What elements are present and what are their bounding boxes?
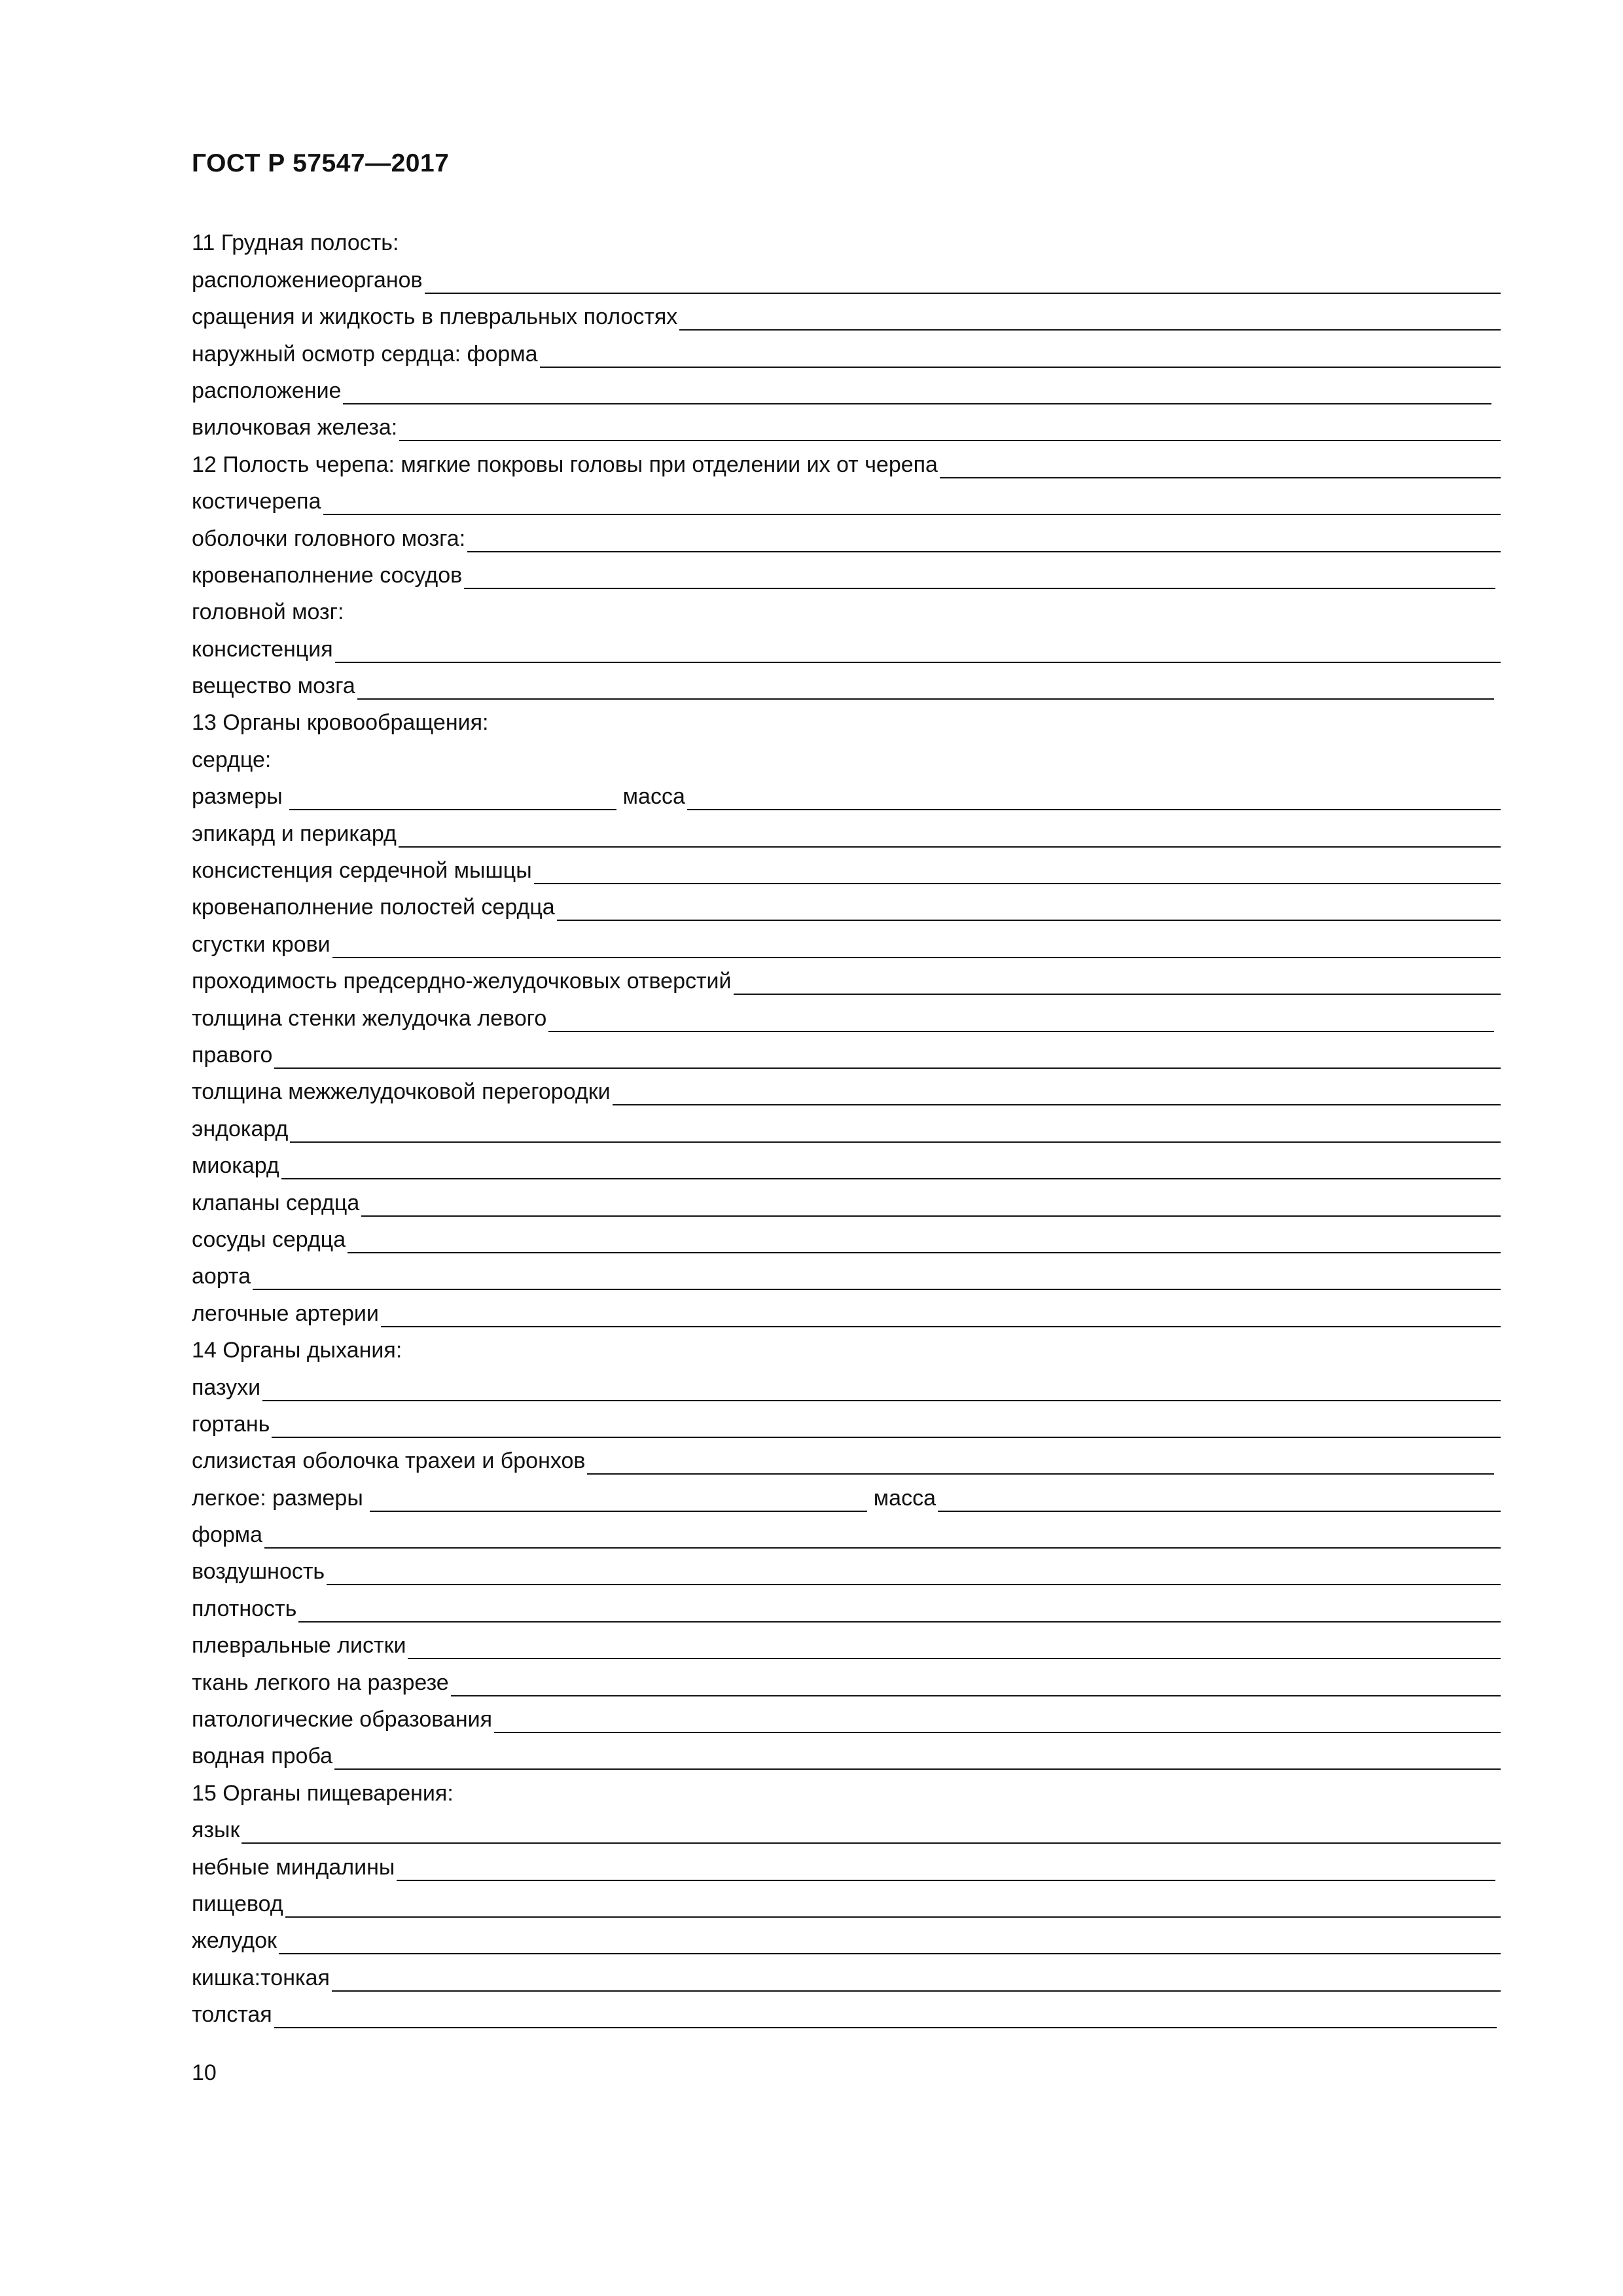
form-row: [192, 850, 1501, 887]
field-label: гортань: [192, 1411, 270, 1437]
field-label: патологические образования: [192, 1707, 492, 1732]
field-label: расположение: [192, 378, 342, 403]
field-label: размеры: [192, 784, 283, 810]
blank-entry-line[interactable]: [279, 1953, 1501, 1954]
blank-entry-line[interactable]: [253, 1289, 1501, 1290]
blank-entry-line[interactable]: [557, 920, 1501, 921]
blank-entry-line[interactable]: [399, 846, 1501, 848]
field-label: форма: [192, 1522, 263, 1548]
blank-entry-line[interactable]: [408, 1658, 1501, 1659]
field-label: легкое: размеры: [192, 1485, 363, 1511]
blank-entry-line[interactable]: [397, 1880, 1495, 1881]
form-row: [192, 1662, 1501, 1698]
form-row: [192, 1699, 1501, 1736]
blank-entry-line[interactable]: [399, 440, 1501, 441]
form-row: [192, 1884, 1501, 1920]
form-row: [192, 1441, 1501, 1477]
form-row: [192, 296, 1501, 333]
form-row: [192, 333, 1501, 370]
section-title: сердце:: [192, 747, 272, 772]
form-row: [192, 1810, 1501, 1846]
form-row: [192, 1736, 1501, 1772]
field-label: легочные артерии: [192, 1300, 379, 1326]
field-label: вещество мозга: [192, 673, 355, 699]
form-row: [192, 1625, 1501, 1662]
field-label: костичерепа: [192, 489, 321, 514]
field-label: проходимость предсердно-желудочковых отверстий: [192, 969, 732, 994]
form-row: [192, 887, 1501, 924]
field-label: консистенция сердечной мышцы: [192, 858, 532, 884]
form-row: [192, 1551, 1501, 1588]
blank-entry-line[interactable]: [679, 329, 1501, 331]
form-row: [192, 1846, 1501, 1883]
form-row: [192, 1035, 1501, 1071]
blank-entry-line[interactable]: [289, 809, 616, 810]
form-row: [192, 1515, 1501, 1551]
section-title: 11 Грудная полость:: [192, 230, 399, 256]
blank-entry-line[interactable]: [370, 1511, 867, 1512]
section-heading: [192, 1330, 1501, 1367]
blank-entry-line[interactable]: [285, 1916, 1501, 1918]
field-label: кровенаполнение полостей сердца: [192, 895, 555, 920]
form-row: [192, 1588, 1501, 1624]
blank-entry-line[interactable]: [274, 1067, 1501, 1069]
field-label: кишка:тонкая: [192, 1965, 330, 1990]
section-heading: [192, 592, 1501, 628]
field-label: кровенаполнение сосудов: [192, 562, 463, 588]
blank-entry-line[interactable]: [938, 1511, 1501, 1512]
blank-entry-line[interactable]: [343, 403, 1491, 404]
form-row: [192, 1219, 1501, 1256]
blank-entry-line[interactable]: [290, 1141, 1501, 1143]
form-row: [192, 628, 1501, 665]
field-label: пищевод: [192, 1891, 283, 1916]
blank-entry-line[interactable]: [274, 2027, 1497, 2028]
form-row: [192, 1145, 1501, 1182]
section-heading: [192, 739, 1501, 776]
blank-entry-line[interactable]: [264, 1547, 1501, 1549]
form-row: [192, 518, 1501, 554]
field-label: правого: [192, 1042, 273, 1067]
form-row: [192, 666, 1501, 702]
form-row: [192, 444, 1501, 480]
form-row: [192, 1108, 1501, 1145]
document-header: ГОСТ Р 57547—2017: [192, 149, 450, 177]
form-row: [192, 1256, 1501, 1293]
section-title: 14 Органы дыхания:: [192, 1338, 402, 1363]
form-row: [192, 555, 1501, 592]
blank-entry-line[interactable]: [334, 1768, 1501, 1770]
blank-entry-line[interactable]: [348, 1252, 1501, 1253]
field-label: воздушность: [192, 1559, 325, 1585]
field-label: желудок: [192, 1928, 277, 1954]
blank-entry-line[interactable]: [281, 1178, 1501, 1179]
field-label: плевральные листки: [192, 1633, 406, 1659]
blank-entry-line[interactable]: [425, 293, 1501, 294]
page-number: 10: [192, 2060, 217, 2085]
blank-entry-line[interactable]: [361, 1215, 1501, 1217]
field-label: эпикард и перикард: [192, 821, 397, 846]
field-label: сгустки крови: [192, 931, 330, 957]
section-title: 13 Органы кровообращения:: [192, 710, 489, 736]
section-heading: [192, 223, 1501, 259]
field-label: аорта: [192, 1264, 251, 1289]
field-label-secondary: масса: [622, 784, 685, 810]
blank-entry-line[interactable]: [587, 1473, 1494, 1475]
form-row: [192, 1920, 1501, 1957]
blank-entry-line[interactable]: [548, 1031, 1494, 1032]
blank-entry-line[interactable]: [464, 588, 1495, 589]
section-title: 15 Органы пищеварения:: [192, 1780, 454, 1806]
blank-entry-line[interactable]: [734, 994, 1501, 995]
field-label: толщина стенки желудочка левого: [192, 1005, 547, 1031]
field-label: наружный осмотр сердца: форма: [192, 341, 538, 367]
field-label: эндокард: [192, 1116, 289, 1141]
blank-entry-line[interactable]: [298, 1621, 1501, 1623]
blank-entry-line[interactable]: [332, 1990, 1501, 1992]
form-row: [192, 481, 1501, 518]
form-row: [192, 1367, 1501, 1403]
section-title: головной мозг:: [192, 600, 344, 625]
field-label: сращения и жидкость в плевральных полостях: [192, 304, 678, 330]
form-row: [192, 997, 1501, 1034]
field-label: толстая: [192, 2002, 272, 2028]
field-label: водная проба: [192, 1744, 333, 1769]
blank-entry-line[interactable]: [357, 698, 1494, 700]
form-row: [192, 370, 1501, 407]
field-label: ткань легкого на разрезе: [192, 1670, 449, 1695]
blank-entry-line[interactable]: [613, 1104, 1501, 1105]
blank-entry-line[interactable]: [272, 1437, 1501, 1438]
field-label: небные миндалины: [192, 1854, 395, 1880]
form-row: [192, 924, 1501, 960]
field-label: 12 Полость черепа: мягкие покровы головы при отделении их от черепа: [192, 452, 938, 477]
section-heading: [192, 702, 1501, 739]
field-label: консистенция: [192, 636, 333, 662]
field-label: клапаны сердца: [192, 1190, 360, 1215]
blank-entry-line[interactable]: [687, 809, 1501, 810]
field-label: сосуды сердца: [192, 1227, 346, 1252]
form-row: [192, 1994, 1501, 2031]
blank-entry-line[interactable]: [323, 514, 1501, 515]
form-row: [192, 1071, 1501, 1108]
field-label: толщина межжелудочковой перегородки: [192, 1079, 611, 1105]
form-row: [192, 813, 1501, 850]
field-label: вилочковая железа:: [192, 415, 398, 440]
form-row: [192, 776, 1501, 813]
blank-entry-line[interactable]: [241, 1842, 1501, 1844]
field-label: миокард: [192, 1153, 279, 1179]
form-row: [192, 961, 1501, 997]
section-heading: [192, 1772, 1501, 1809]
form-row: [192, 259, 1501, 296]
field-label: язык: [192, 1818, 240, 1843]
blank-entry-line[interactable]: [467, 551, 1501, 552]
blank-entry-line[interactable]: [381, 1326, 1501, 1327]
field-label: слизистая оболочка трахеи и бронхов: [192, 1448, 586, 1474]
blank-entry-line[interactable]: [451, 1695, 1501, 1696]
blank-entry-line[interactable]: [327, 1584, 1501, 1585]
form-row: [192, 1477, 1501, 1514]
blank-entry-line[interactable]: [335, 662, 1501, 663]
field-label: пазухи: [192, 1374, 261, 1400]
form-row: [192, 1182, 1501, 1219]
form-row: [192, 1404, 1501, 1441]
field-label-secondary: масса: [873, 1485, 936, 1511]
field-label: плотность: [192, 1596, 297, 1621]
blank-entry-line[interactable]: [332, 957, 1501, 958]
form-row: [192, 1293, 1501, 1329]
blank-entry-line[interactable]: [940, 477, 1501, 478]
autopsy-form: [192, 223, 1501, 2031]
form-row: [192, 1957, 1501, 1994]
blank-entry-line[interactable]: [262, 1400, 1501, 1401]
blank-entry-line[interactable]: [494, 1732, 1501, 1733]
blank-entry-line[interactable]: [534, 883, 1501, 884]
blank-entry-line[interactable]: [540, 367, 1501, 368]
field-label: расположениеорганов: [192, 267, 423, 293]
field-label: оболочки головного мозга:: [192, 526, 466, 551]
form-row: [192, 407, 1501, 444]
